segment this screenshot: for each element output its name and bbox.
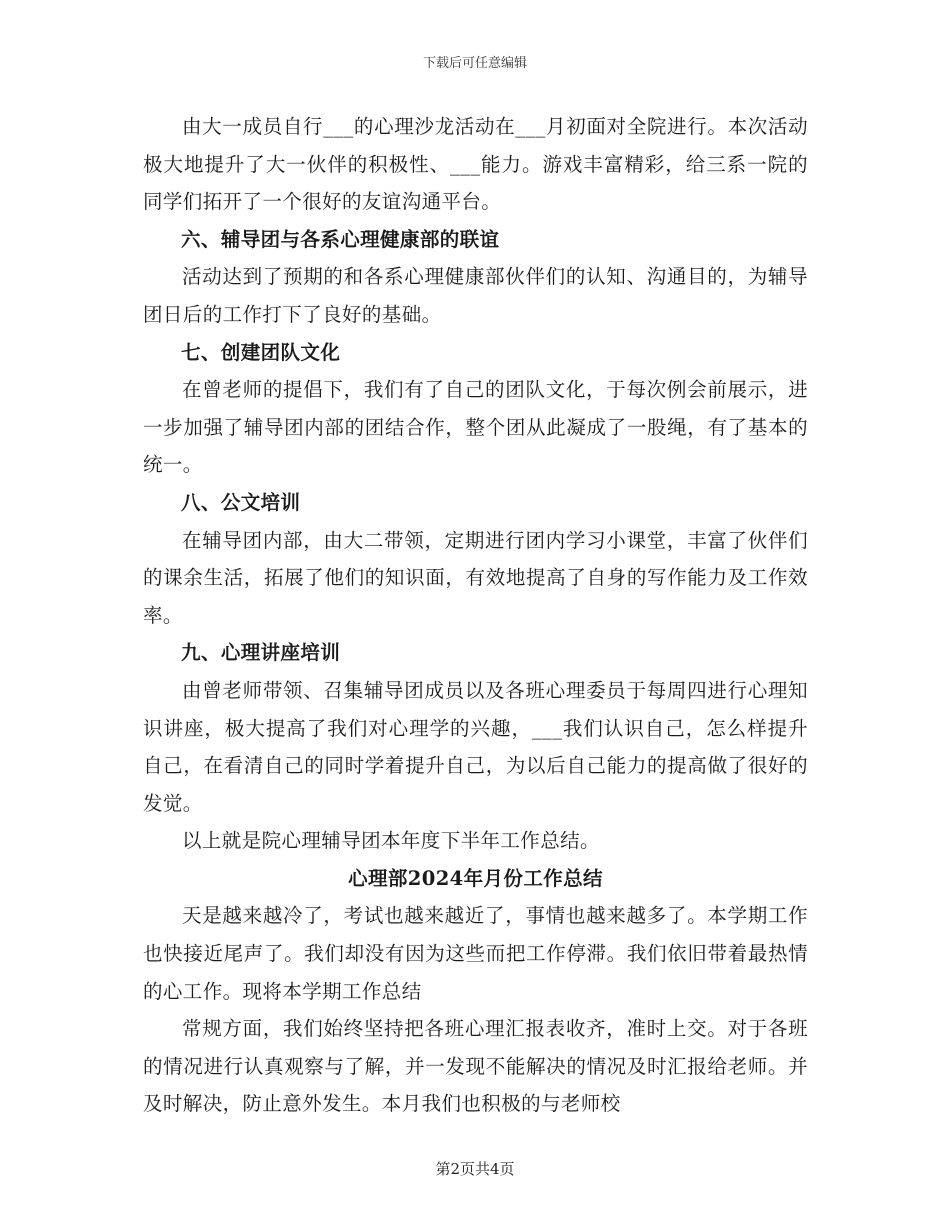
section-heading: 九、心理讲座培训 bbox=[181, 641, 341, 665]
section-heading: 八、公文培训 bbox=[181, 490, 301, 514]
body-paragraph: 在曾老师的提倡下，我们有了自己的团队文化，于每次例会前展示，进一步加强了辅导团内部的团结合作，整个团从此凝成了一股绳，有了基本的统一。 bbox=[143, 378, 808, 477]
section-heading: 七、创建团队文化 bbox=[181, 340, 341, 364]
body-paragraph: 以上就是院心理辅导团本年度下半年工作总结。 bbox=[182, 829, 600, 853]
section-heading: 六、辅导团与各系心理健康部的联谊 bbox=[181, 227, 500, 251]
body-paragraph: 在辅导团内部，由大二带领，定期进行团内学习小课堂，丰富了伙伴们的课余生活，拓展了他们的知识面，有效地提高了自身的写作能力及工作效率。 bbox=[143, 528, 808, 627]
body-paragraph: 活动达到了预期的和各系心理健康部伙伴们的认知、沟通目的，为辅导团日后的工作打下了良好的基础。 bbox=[143, 265, 808, 326]
page-header-note: 下载后可任意编辑 bbox=[422, 56, 527, 71]
document-body bbox=[143, 108, 808, 1123]
body-paragraph: 由大一成员自行___的心理沙龙活动在___月初面对全院进行。本次活动极大地提升了大一伙伴的积极性、___能力。游戏丰富精彩，给三系一院的同学们拓开了一个很好的友谊沟通平台。 bbox=[143, 115, 808, 214]
body-paragraph: 天是越来越冷了，考试也越来越近了，事情也越来越多了。本学期工作也快接近尾声了。我们却没有因为这些而把工作停滞。我们依旧带着最热情的心工作。现将本学期工作总结 bbox=[143, 904, 808, 1003]
body-paragraph: 常规方面，我们始终坚持把各班心理汇报表收齐，准时上交。对于各班的情况进行认真观察与了解，并一发现不能解决的情况及时汇报给老师。并及时解决，防止意外发生。本月我们也积极的与老师校 bbox=[143, 1017, 808, 1116]
body-paragraph: 由曾老师带领、召集辅导团成员以及各班心理委员于每周四进行心理知识讲座，极大提高了我们对心理学的兴趣，___我们认识自己，怎么样提升自己，在看清自己的同时学着提升自己，为以后自己能力的提高做了很好的发觉。 bbox=[143, 678, 808, 815]
document-title: 心理部2024年月份工作总结 bbox=[348, 866, 603, 890]
page-number-footer: 第2页共4页 bbox=[435, 1160, 515, 1178]
